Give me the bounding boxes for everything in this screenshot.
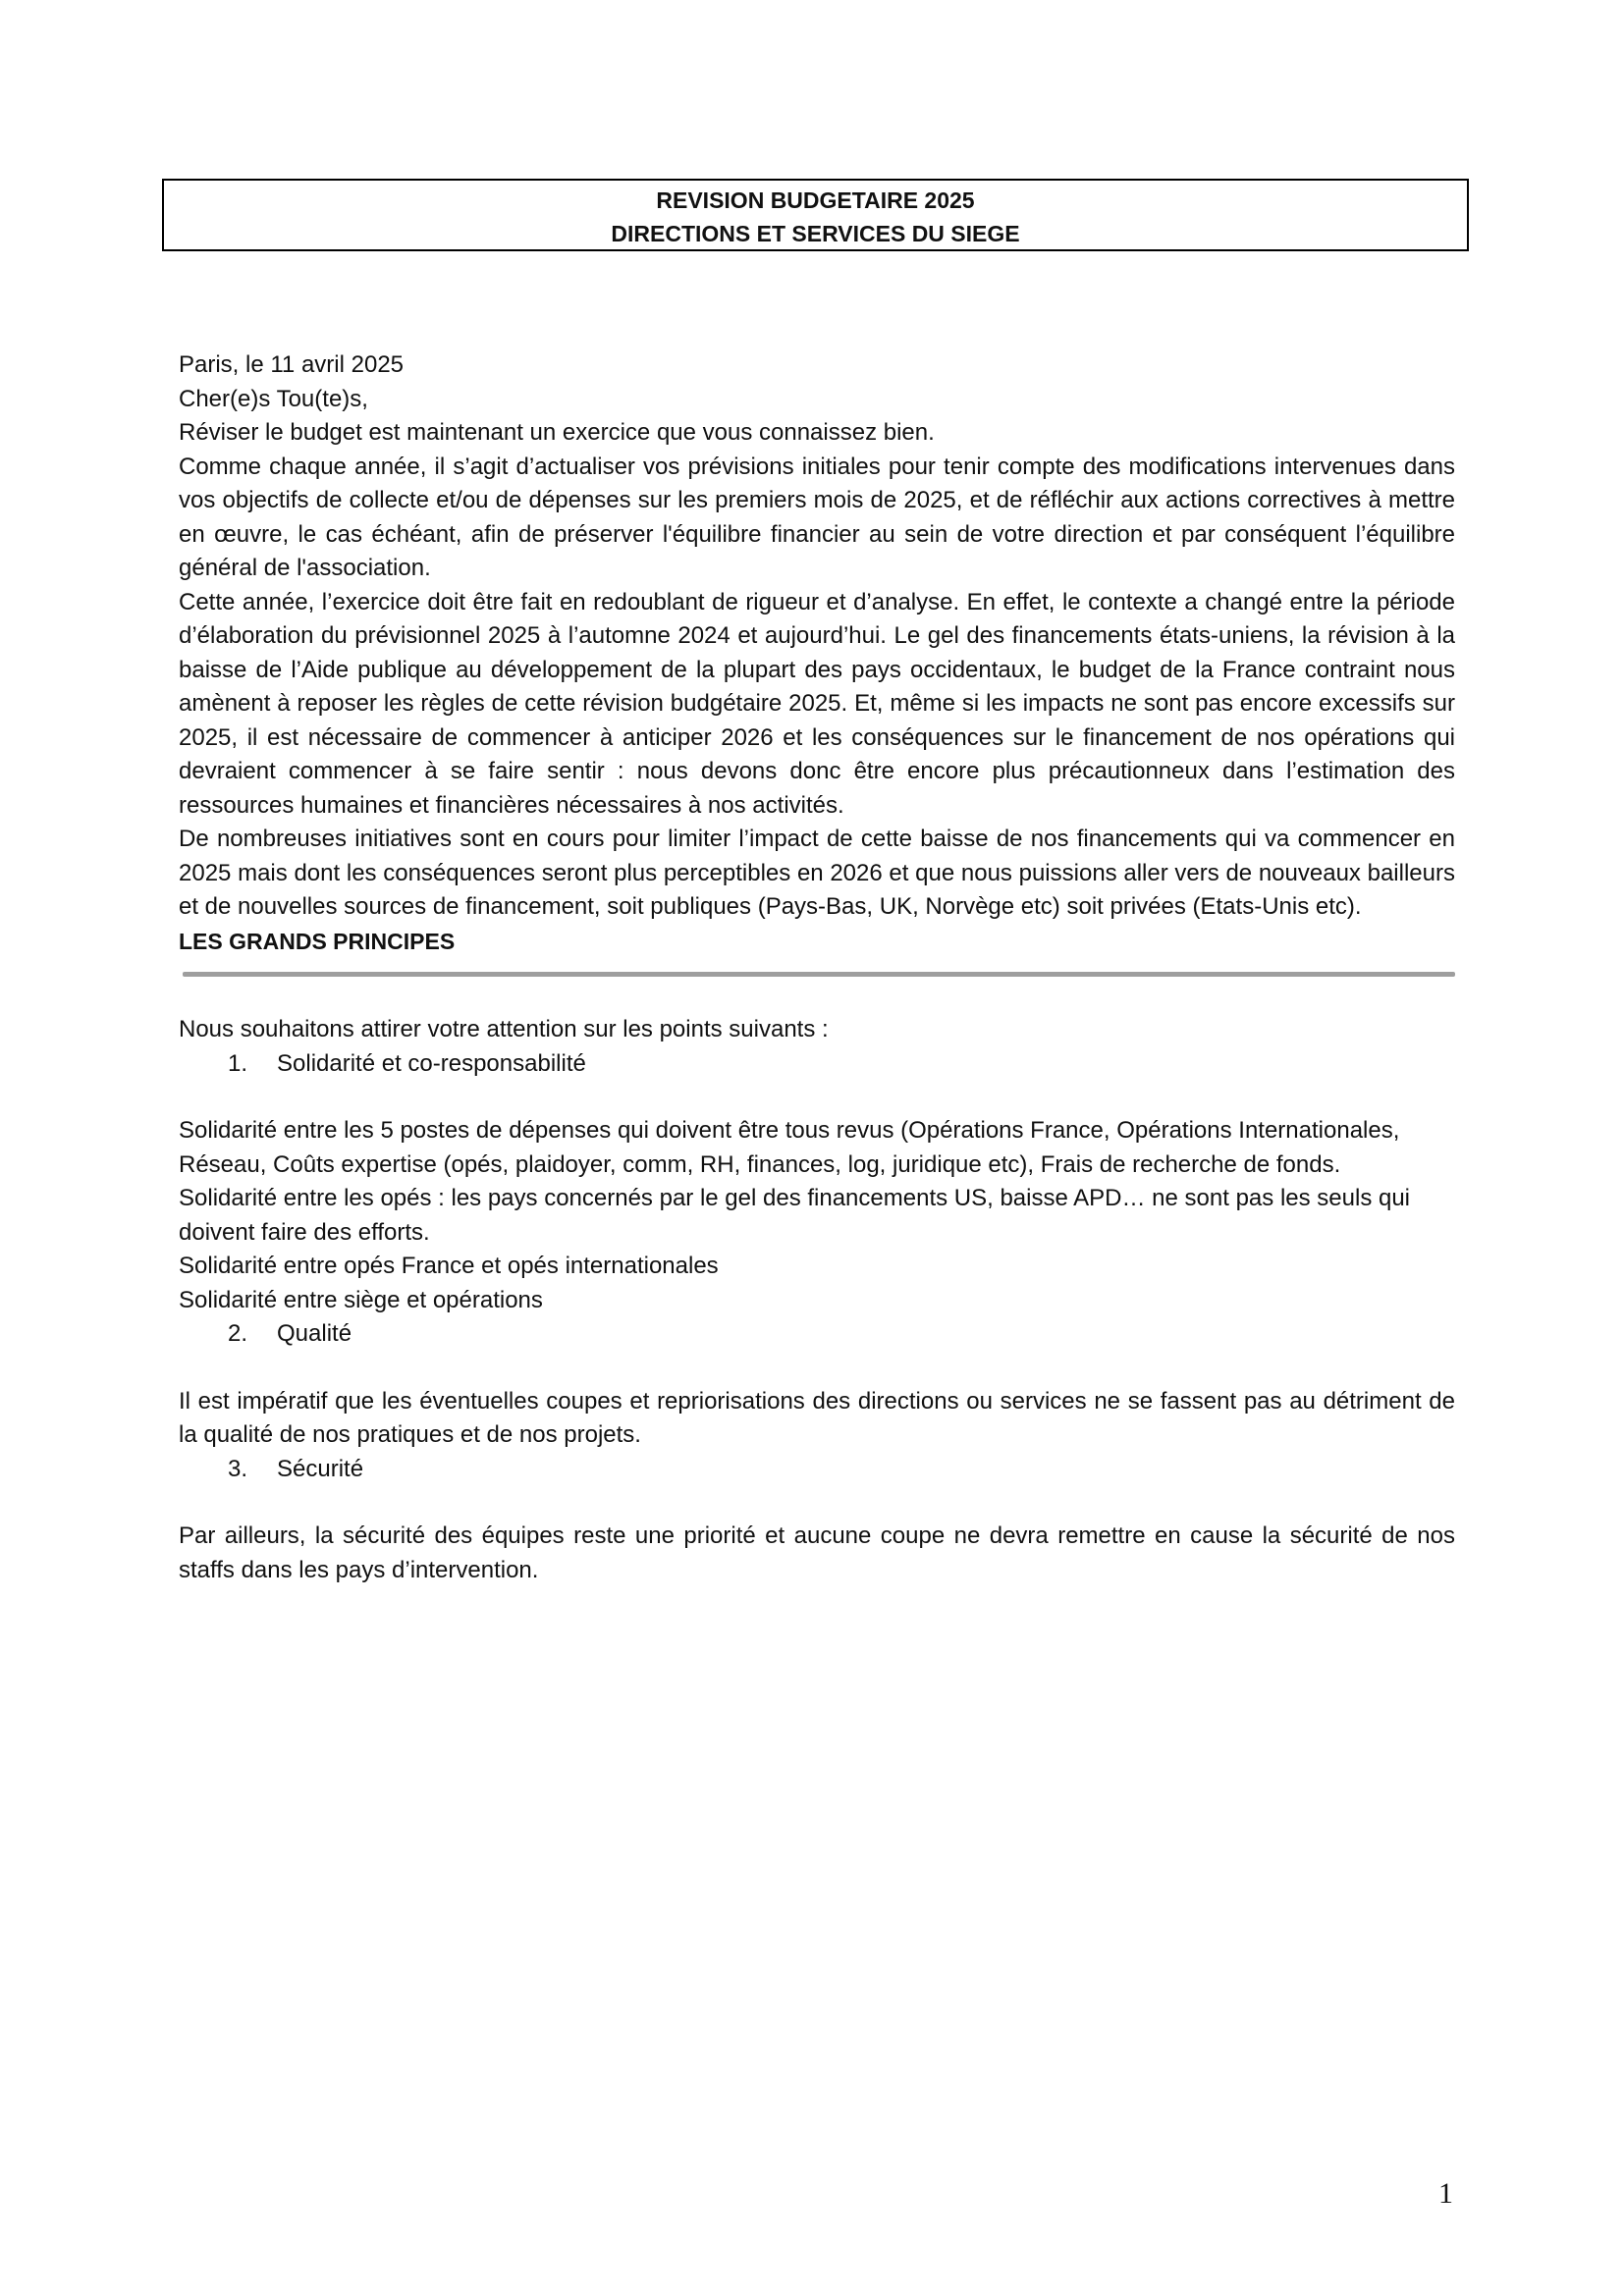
principle-3-paragraph-1: Par ailleurs, la sécurité des équipes reste une priorité et aucune coupe ne devra remettre en cause la sécurité de nos staffs dans les pays d’intervention. [179,1522,1455,1583]
principle-2-paragraph-1: Il est impératif que les éventuelles coupes et repriorisations des directions ou services ne se fassent pas au détriment de la qualité de nos pratiques et de nos projets. [179,1387,1455,1448]
letter-salutation: Cher(e)s Tou(te)s, [179,385,368,412]
principle-title: Sécurité [277,1455,364,1482]
intro-paragraph: Réviser le budget est maintenant un exercice que vous connaissez bien. [179,419,935,446]
principle-item-1 [228,1047,1455,1082]
principle-number: 3. [228,1455,248,1482]
principle-number: 1. [228,1049,248,1077]
principle-item-3 [228,1453,1455,1487]
principle-number: 2. [228,1320,248,1347]
title-box [162,179,1469,251]
title-line-2: DIRECTIONS ET SERVICES DU SIEGE [611,221,1020,246]
principle-1-paragraph-1: Solidarité entre les 5 postes de dépenses qui doivent être tous revus (Opérations France, Opérations Internationales, Réseau, Coûts expertise (opés, plaidoyer, comm, RH, finances, log, juridique etc), Frais de recherche de fonds. [179,1117,1400,1178]
principle-title: Qualité [277,1320,352,1347]
principle-item-2 [228,1317,1455,1352]
principles-lead: Nous souhaitons attirer votre attention sur les points suivants : [179,1016,829,1042]
letter-date: Paris, le 11 avril 2025 [179,351,405,378]
principle-title: Solidarité et co-responsabilité [277,1049,586,1077]
title-line-1: REVISION BUDGETAIRE 2025 [656,187,975,213]
body-paragraph-1: Comme chaque année, il s’agit d’actualiser vos prévisions initiales pour tenir compte des modifications intervenues dans vos objectifs de collecte et/ou de dépenses sur les premiers mois de 2025, et de réfléchir aux actions correctives à mettre en œuvre, le cas échéant, afin de préserver l'équilibre financier au sein de votre direction et par conséquent l’équilibre général de l'association. [179,453,1455,581]
section-divider [183,972,1455,977]
body-paragraph-2: Cette année, l’exercice doit être fait en redoublant de rigueur et d’analyse. En effet, le contexte a changé entre la période d’élaboration du prévisionnel 2025 à l’automne 2024 et aujourd’hui. Le gel des financements états-uniens, la révision à la baisse de l’Aide publique au développement de la plupart des pays occidentaux, le budget de la France contraint nous amènent à reposer les règles de cette révision budgétaire 2025. Et, même si les impacts ne sont pas encore excessifs sur 2025, il est nécessaire de commencer à anticiper 2026 et les conséquences sur le financement de nos opérations qui devraient commencer à se faire sentir : nous devons donc être encore plus précautionneux dans l’estimation des ressources humaines et financières nécessaires à nos activités. [179,588,1455,819]
letter-body [179,348,1455,1587]
body-paragraph-3: De nombreuses initiatives sont en cours pour limiter l’impact de cette baisse de nos financements qui va commencer en 2025 mais dont les conséquences seront plus perceptibles en 2026 et que nous puissions aller vers de nouveaux bailleurs et de nouvelles sources de financement, soit publiques (Pays-Bas, UK, Norvège etc) soit privées (Etats-Unis etc). [179,826,1455,920]
section-heading: LES GRANDS PRINCIPES [179,928,456,954]
page-number: 1 [1438,2177,1453,2210]
principle-1-paragraph-2: Solidarité entre les opés : les pays concernés par le gel des financements US, baisse APD… ne sont pas les seuls qui doivent faire des efforts. [179,1185,1411,1246]
principle-1-paragraph-4: Solidarité entre siège et opérations [179,1286,543,1313]
principle-1-paragraph-3: Solidarité entre opés France et opés internationales [179,1253,719,1279]
